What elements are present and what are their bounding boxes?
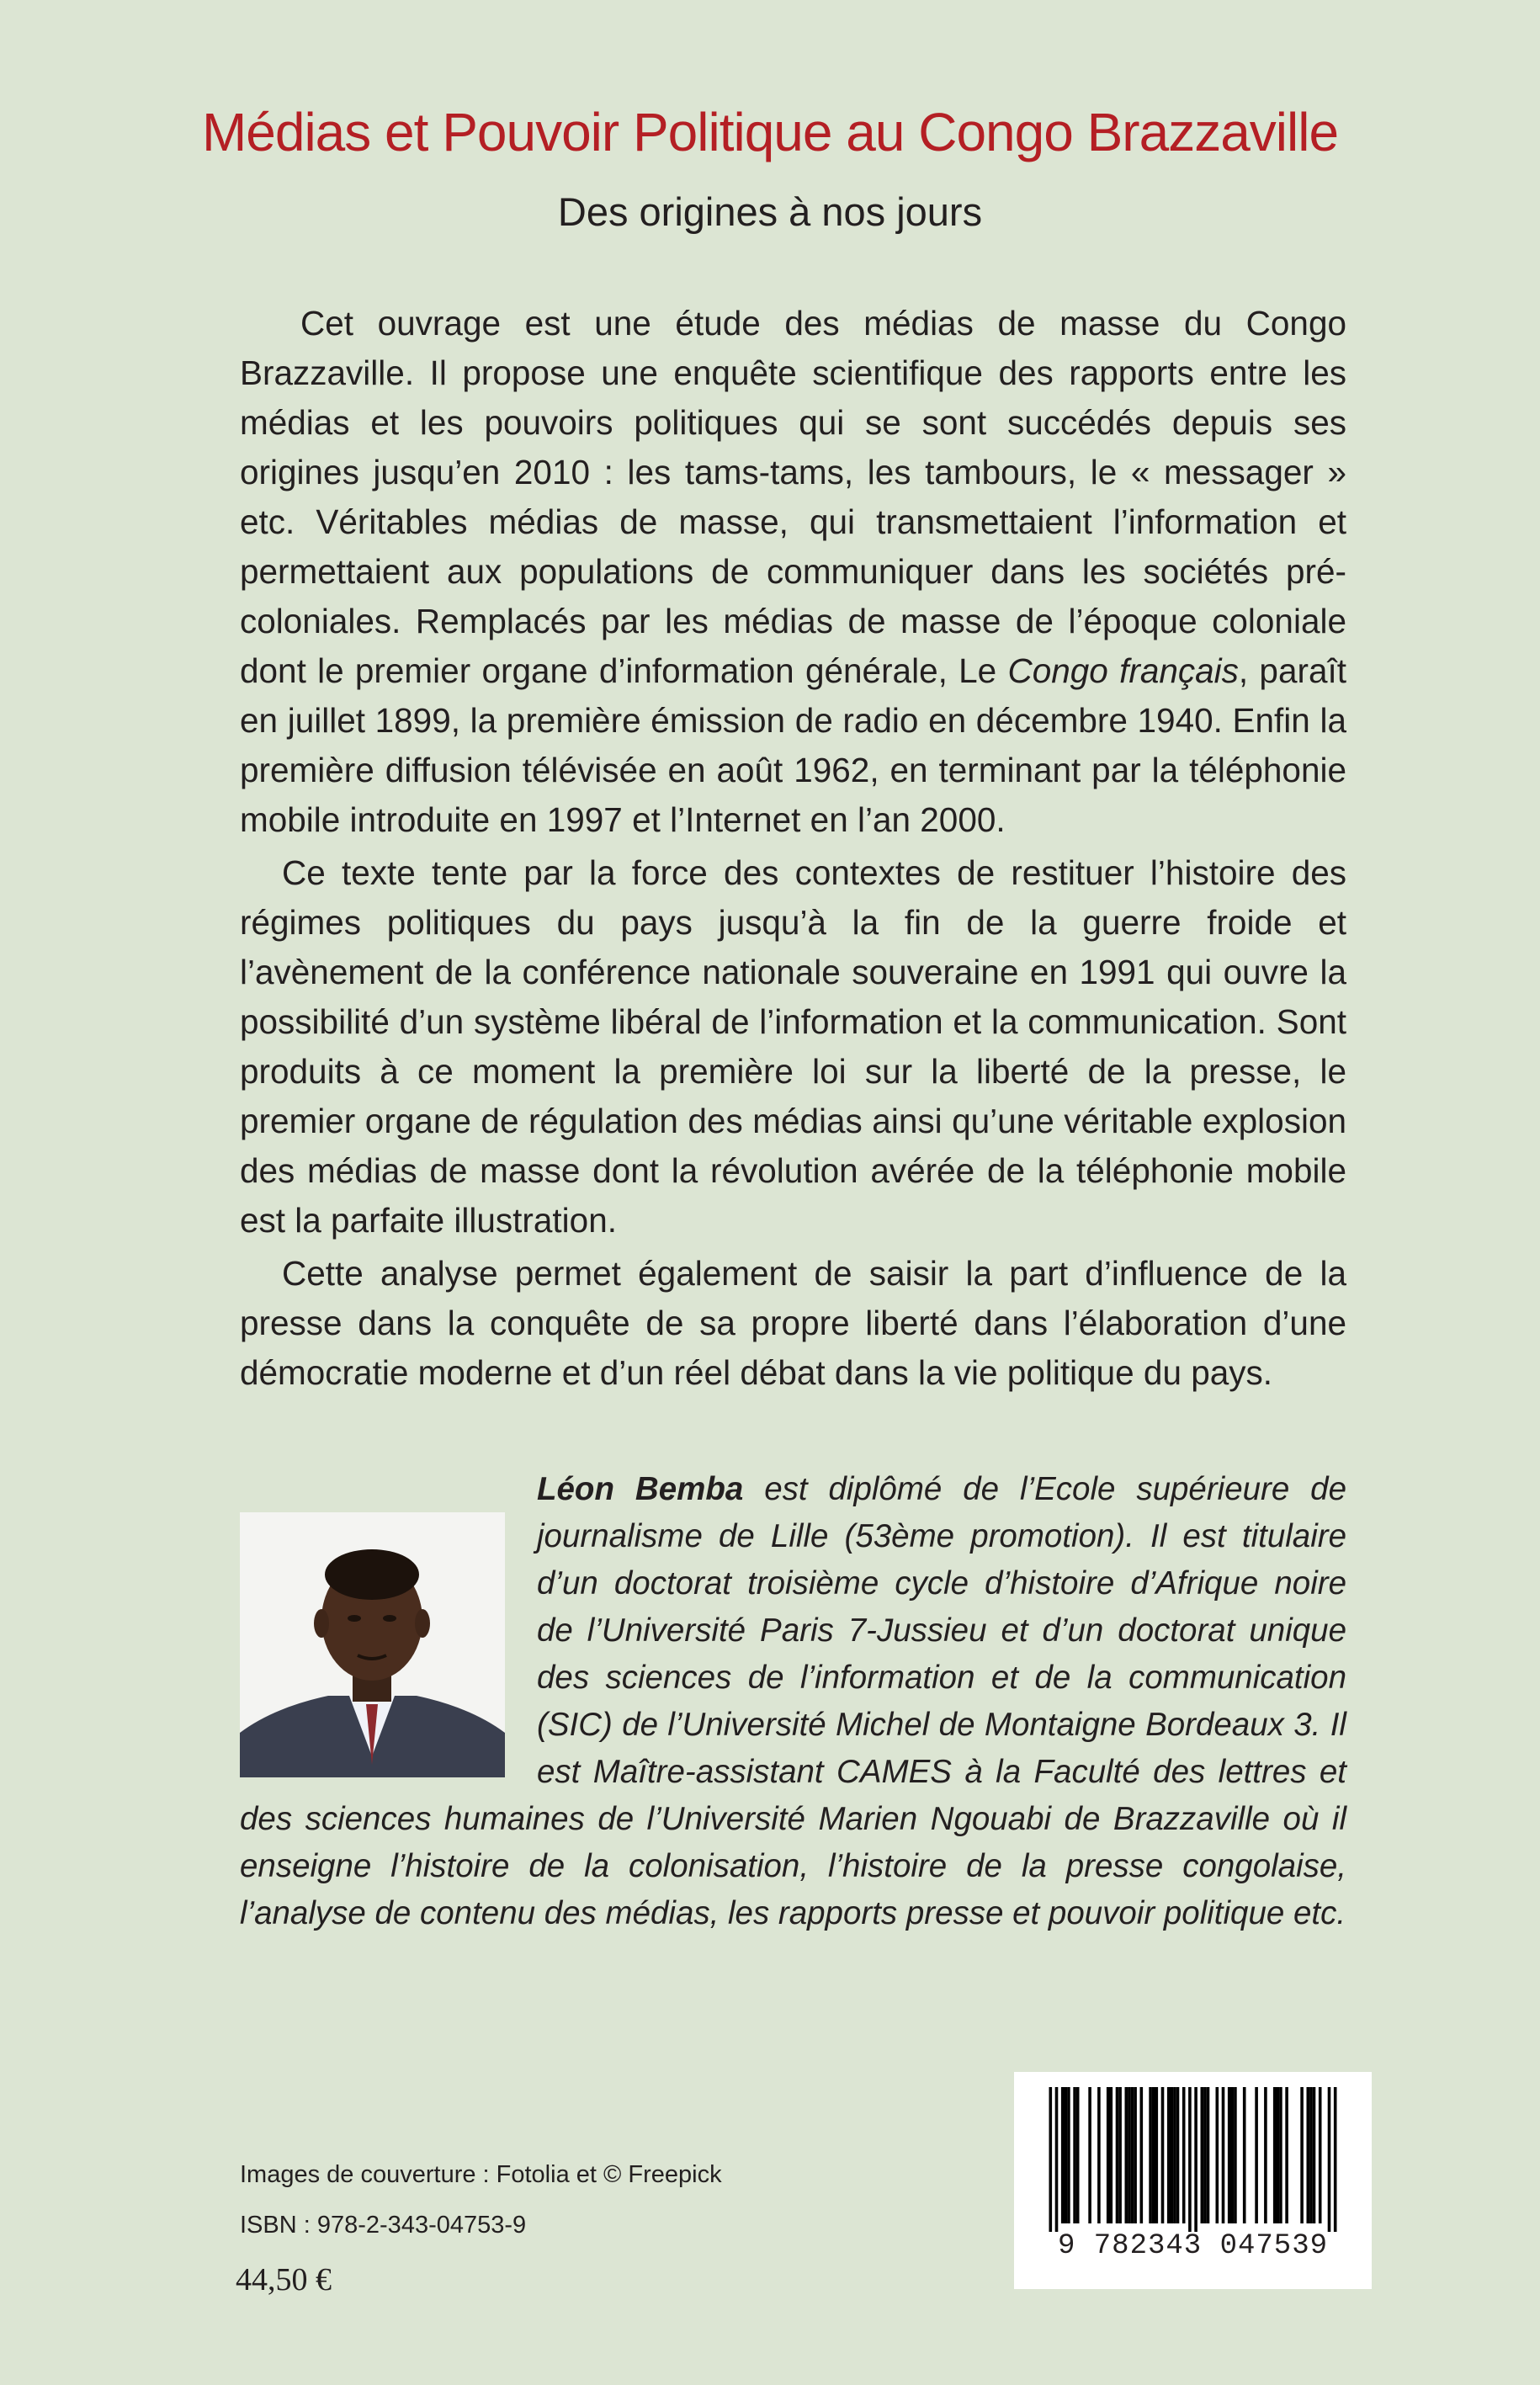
- barcode-bar: [1167, 2087, 1171, 2223]
- barcode-bar: [1277, 2087, 1280, 2223]
- barcode-bar: [1222, 2087, 1225, 2223]
- barcode-bar: [1061, 2087, 1065, 2223]
- barcode-bar: [1152, 2087, 1155, 2223]
- barcode-bars-icon: [1014, 2072, 1372, 2232]
- barcode-bar: [1065, 2087, 1068, 2223]
- price: 44,50 €: [236, 2262, 332, 2297]
- summary-section: [240, 299, 1346, 1401]
- credits: [240, 2156, 722, 2257]
- barcode-bar: [1228, 2087, 1231, 2223]
- newspaper-title: Congo français: [1007, 651, 1239, 690]
- author-name: Léon Bemba: [537, 1471, 744, 1507]
- barcode-bar: [1140, 2087, 1144, 2223]
- barcode-bar: [1264, 2087, 1267, 2223]
- cover-image-credit: Images de couverture : Fotolia et © Freepick: [240, 2161, 722, 2188]
- barcode-bar: [1307, 2087, 1310, 2223]
- barcode-bar: [1055, 2087, 1059, 2232]
- barcode-bar: [1334, 2087, 1337, 2232]
- barcode-bar: [1231, 2087, 1235, 2223]
- barcode-bar: [1328, 2087, 1331, 2232]
- barcode-bar: [1309, 2087, 1313, 2223]
- barcode-bar: [1188, 2087, 1192, 2232]
- barcode-bar: [1176, 2087, 1180, 2223]
- barcode-bar: [1110, 2087, 1113, 2223]
- barcode-bar: [1300, 2087, 1304, 2223]
- barcode-bar: [1194, 2087, 1197, 2232]
- barcode-bar: [1171, 2087, 1174, 2223]
- barcode-bar: [1049, 2087, 1053, 2232]
- book-subtitle: Des origines à nos jours: [557, 189, 983, 234]
- barcode-bar: [1207, 2087, 1210, 2223]
- barcode-bar: [1125, 2087, 1128, 2223]
- barcode-bar: [1131, 2087, 1134, 2223]
- isbn: ISBN : 978-2-343-04753-9: [240, 2212, 527, 2239]
- barcode-bar: [1097, 2087, 1101, 2223]
- barcode-bar: [1182, 2087, 1186, 2223]
- summary-paragraph-1: [240, 299, 1346, 845]
- barcode-bar: [1173, 2087, 1176, 2223]
- barcode-bar: [1116, 2087, 1119, 2223]
- barcode-bar: [1255, 2087, 1258, 2223]
- barcode-bar: [1273, 2087, 1277, 2223]
- barcode-bar: [1279, 2087, 1282, 2223]
- barcode: [1014, 2072, 1372, 2289]
- barcode-bar: [1088, 2087, 1091, 2223]
- author-bio: [240, 1466, 1346, 1937]
- barcode-bar: [1243, 2087, 1246, 2223]
- barcode-digits: 9 782343 047539: [1057, 2230, 1329, 2262]
- barcode-bar: [1234, 2087, 1237, 2223]
- summary-p1-end: , paraît en juillet 1899, la première émission de radio en décembre 1940. Enfin la première diffusion télévisée en août 1962, en terminant par la téléphonie mobile introduite en 1997 et l’Internet en l’an 2000.: [240, 651, 1346, 839]
- book-title: Médias et Pouvoir Politique au Congo Brazzaville: [201, 102, 1339, 162]
- barcode-bar: [1161, 2087, 1165, 2223]
- barcode-bar: [1128, 2087, 1131, 2223]
- author-portrait-icon: [240, 1512, 505, 1777]
- author-photo: [240, 1512, 505, 1777]
- barcode-bar: [1319, 2087, 1322, 2223]
- barcode-bar: [1076, 2087, 1080, 2223]
- barcode-bar: [1203, 2087, 1207, 2223]
- barcode-bar: [1134, 2087, 1137, 2223]
- barcode-bar: [1118, 2087, 1122, 2223]
- barcode-bar: [1107, 2087, 1110, 2223]
- summary-p1-start: Cet ouvrage est une étude des médias de masse du Congo Brazzaville. Il propose une enquête scientifique des rapports entre les médias et les pouvoirs politiques qui se sont succédés depuis ses origines jusqu’en 2010 : les tams-tams, les tambours, le « messager » etc. Véritables médias de masse, qui transmettaient l’information et permettaient aux populations de communiquer dans les sociétés pré-coloniales. Remplacés par les médias de masse de l’époque coloniale dont le premier organe d’information générale, Le: [240, 304, 1346, 690]
- summary-paragraph-3: Cette analyse permet également de saisir la part d’influence de la presse dans la conquête de sa propre liberté dans l’élaboration d’une démocratie moderne et d’un réel débat dans la vie politique du pays.: [240, 1254, 1346, 1392]
- barcode-bar: [1073, 2087, 1076, 2223]
- barcode-bar: [1285, 2087, 1288, 2223]
- barcode-bar: [1155, 2087, 1159, 2223]
- author-bio-text: est diplômé de l’Ecole supérieure de journalisme de Lille (53ème promotion). Il est titulaire d’un doctorat troisième cycle d’histoire d’Afrique noire de l’Université Paris 7-Jussieu et d’un doctorat unique des sciences de l’information et de la communication (SIC) de l’Université Michel de Montaigne Bordeaux 3. Il est Maître-assistant CAMES à la Faculté des lettres et des sciences humaines de l’Université Marien Ngouabi de Brazzaville où il enseigne l’histoire de la colonisation, l’histoire de la presse congolaise, l’analyse de contenu des médias, les rapports presse et pouvoir politique etc.: [240, 1471, 1347, 1931]
- summary-paragraph-2: Ce texte tente par la force des contextes de restituer l’histoire des régimes politiques du pays jusqu’à la fin de la guerre froide et l’avènement de la conférence nationale souveraine en 1991 qui ouvre la possibilité d’un système libéral de l’information et la communication. Sont produits à ce moment la première loi sur la liberté de la presse, le premier organe de régulation des médias ainsi qu’une véritable explosion des médias de masse dont la révolution avérée de la téléphonie mobile est la parfaite illustration.: [240, 853, 1346, 1240]
- barcode-bar: [1313, 2087, 1316, 2223]
- barcode-bar: [1149, 2087, 1152, 2223]
- barcode-bar: [1067, 2087, 1070, 2223]
- barcode-bar: [1216, 2087, 1219, 2223]
- barcode-bar: [1201, 2087, 1204, 2223]
